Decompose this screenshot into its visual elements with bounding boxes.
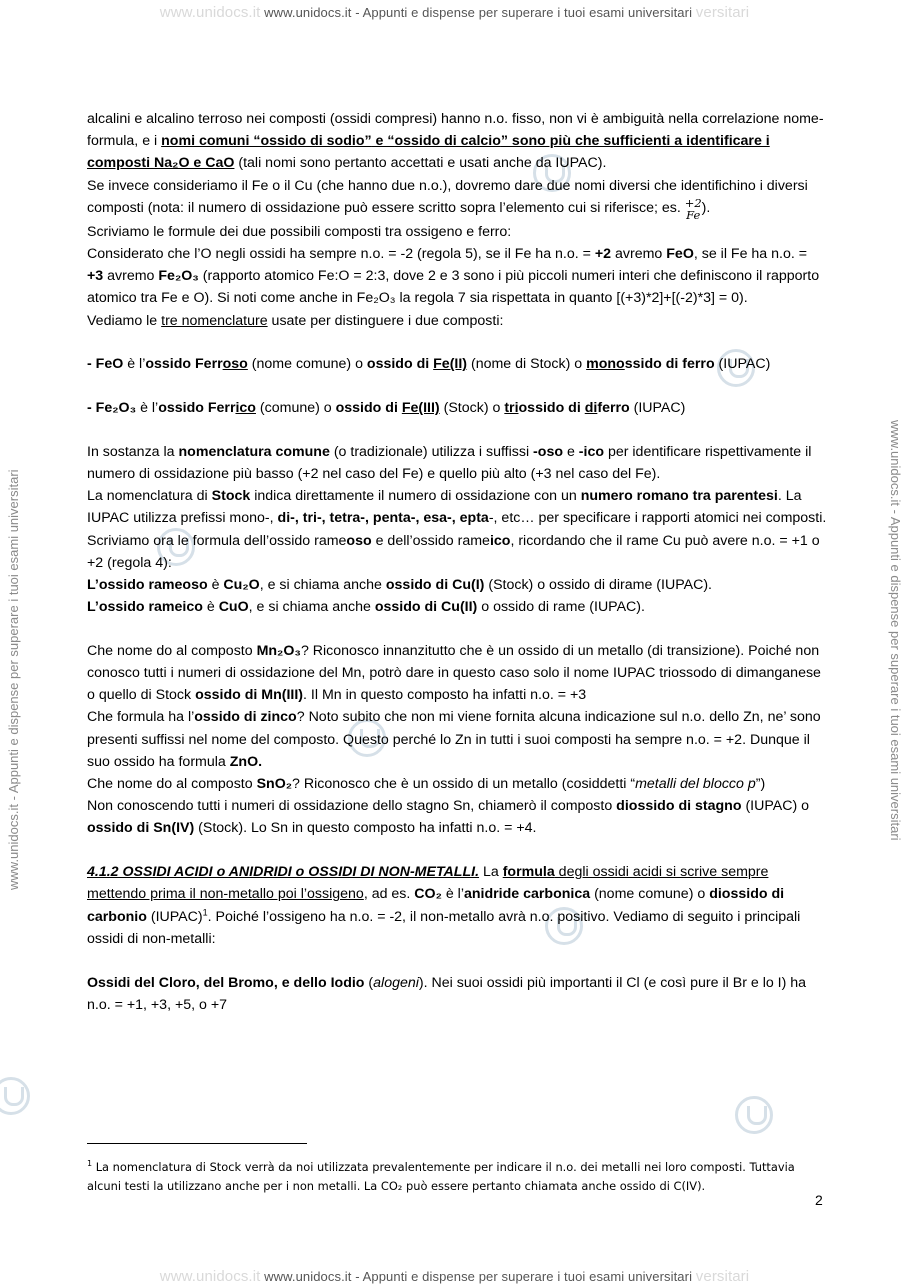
footnote-mark: 1 bbox=[87, 1159, 93, 1168]
document-body bbox=[87, 108, 827, 1016]
watermark-bottom-text: www.unidocs.it - Appunti e dispense per superare i tuoi esami universitari bbox=[264, 1269, 693, 1284]
paragraph: In sostanza la nomenclatura comune (o tradizionale) utilizza i suffissi -oso e -ico per identificare rispettivamente il numero di ossidazione più basso (+2 nel caso del Fe) e quello più alto (+3 nel caso del Fe). bbox=[87, 443, 812, 482]
watermark-right: www.unidocs.it - Appunti e dispense per superare i tuoi esami universitari bbox=[888, 420, 903, 841]
list-item: - Fe₂O₃ è l’ossido Ferrico (comune) o ossido di Fe(III) (Stock) o triossido di diferro (IUPAC) bbox=[87, 400, 686, 417]
paragraph: La nomenclatura di Stock indica direttamente il numero di ossidazione con un numero romano tra parentesi. La IUPAC utilizza prefissi mono-, di-, tri-, tetra-, penta-, esa-, epta-, etc… per specificare i rapporti atomici nei composti. bbox=[87, 488, 827, 527]
paragraph: L’ossido rameoso è Cu₂O, e si chiama anche ossido di Cu(I) (Stock) o ossido di dirame (IUPAC). bbox=[87, 576, 712, 593]
footnote-text: La nomenclatura di Stock verrà da noi utilizzata prevalentemente per indicare il n.o. dei metalli nei loro composti. Tuttavia alcuni testi la utilizzano anche per i non metalli. La CO₂ può essere pertanto chiamata anche ossido di C(IV). bbox=[87, 1159, 795, 1193]
unidocs-logo-icon bbox=[0, 1077, 30, 1115]
paragraph: Che nome do al composto Mn₂O₃? Riconosco innanzitutto che è un ossido di un metallo (di transizione). Poiché non conosco tutti i numeri di ossidazione del Mn, potrò dare in questo caso solo il nome IUPAC triossodo di dimanganese o quello di Stock ossido di Mn(III). Il Mn in questo composto ha infatti n.o. = +3 bbox=[87, 642, 821, 704]
section-heading: 4.1.2 OSSIDI ACIDI o ANIDRIDI o OSSIDI DI NON-METALLI. bbox=[87, 864, 480, 881]
watermark-bottom: www.unidocs.it www.unidocs.it - Appunti e dispense per superare i tuoi esami universitari versitari bbox=[159, 1268, 750, 1285]
paragraph: Scriviamo le formule dei due possibili composti tra ossigeno e ferro: bbox=[87, 223, 512, 240]
oxidation-number-stack: +2 Fe bbox=[684, 195, 702, 222]
paragraph: Se invece consideriamo il Fe o il Cu (che hanno due n.o.), dovremo dare due nomi diversi che identifichino i diversi composti (nota: il numero di ossidazione può essere scritto sopra l’elemento cui si riferisce; es. +2 Fe). bbox=[87, 177, 808, 222]
paragraph: Che nome do al composto SnO₂? Riconosco che è un ossido di un metallo (cosiddetti “metalli del blocco p”) bbox=[87, 776, 766, 793]
watermark-left: www.unidocs.it - Appunti e dispense per superare i tuoi esami universitari bbox=[6, 469, 21, 890]
paragraph: Scriviamo ora le formula dell’ossido rameoso e dell’ossido rameico, ricordando che il rame Cu può avere n.o. = +1 o +2 (regola 4): bbox=[87, 532, 820, 571]
paragraph: Ossidi del Cloro, del Bromo, e dello Iodio (alogeni). Nei suoi ossidi più importanti il Cl (e così pure il Br e lo I) ha n.o. = +1, +3, +5, o +7 bbox=[87, 974, 807, 1013]
section-paragraph: 4.1.2 OSSIDI ACIDI o ANIDRIDI o OSSIDI DI NON-METALLI. La formula degli ossidi acidi si scrive sempre mettendo prima il non-metallo poi l’ossigeno, ad es. CO₂ è l’anidride carbonica (nome comune) o diossido di carbonio (IUPAC)$^1$. Poiché l’ossigeno ha n.o. = -2, il non-metallo avrà n.o. positivo. Vediamo di seguito i principali ossidi di non-metalli: bbox=[87, 864, 801, 947]
footnote-ref: 1 bbox=[202, 906, 208, 917]
paragraph: Che formula ha l’ossido di zinco? Noto subito che non mi viene fornita alcuna indicazione sul n.o. dello Zn, ne’ sono presenti suffissi nel nome del composto. Questo perché lo Zn in tutti i suoi composti ha sempre n.o. = +2. Dunque il suo ossido ha formula ZnO. bbox=[87, 709, 821, 770]
paragraph: L’ossido rameico è CuO, e si chiama anche ossido di Cu(II) o ossido di rame (IUPAC). bbox=[87, 599, 645, 616]
watermark-top-text: www.unidocs.it - Appunti e dispense per superare i tuoi esami universitari bbox=[264, 5, 693, 20]
paragraph: Vediamo le tre nomenclature usate per distinguere i due composti: bbox=[87, 312, 504, 329]
footnote-separator bbox=[87, 1143, 307, 1144]
watermark-top: www.unidocs.it www.unidocs.it - Appunti e dispense per superare i tuoi esami universitari versitari bbox=[159, 4, 750, 21]
paragraph: Non conoscendo tutti i numeri di ossidazione dello stagno Sn, chiamerò il composto diossido di stagno (IUPAC) o ossido di Sn(IV) (Stock). Lo Sn in questo composto ha infatti n.o. = +4. bbox=[87, 798, 810, 837]
footnote bbox=[87, 1154, 827, 1196]
list-item: - FeO è l’ossido Ferroso (nome comune) o ossido di Fe(II) (nome di Stock) o monossido di ferro (IUPAC) bbox=[87, 356, 771, 373]
paragraph: Considerato che l’O negli ossidi ha sempre n.o. = -2 (regola 5), se il Fe ha n.o. = +2 avremo FeO, se il Fe ha n.o. = +3 avremo Fe₂O₃ (rapporto atomico Fe:O = 2:3, dove 2 e 3 sono i più piccoli numeri interi che definiscono il rapporto atomico tra Fe e O). Si noti come anche in Fe₂O₃ la regola 7 sia rispettata in quanto [(+3)*2]+[(-2)*3] = 0). bbox=[87, 246, 820, 307]
page-number: 2 bbox=[815, 1192, 823, 1208]
unidocs-logo-icon bbox=[735, 1096, 773, 1134]
paragraph: alcalini e alcalino terroso nei composti (ossidi compresi) hanno n.o. fisso, non vi è ambiguità nella correlazione nome-formula, e i nomi comuni “ossido di sodio” e “ossido di calcio” sono più che sufficienti a identificare i composti Na₂O e CaO (tali nomi sono pertanto accettati e usati anche da IUPAC). bbox=[87, 111, 824, 172]
